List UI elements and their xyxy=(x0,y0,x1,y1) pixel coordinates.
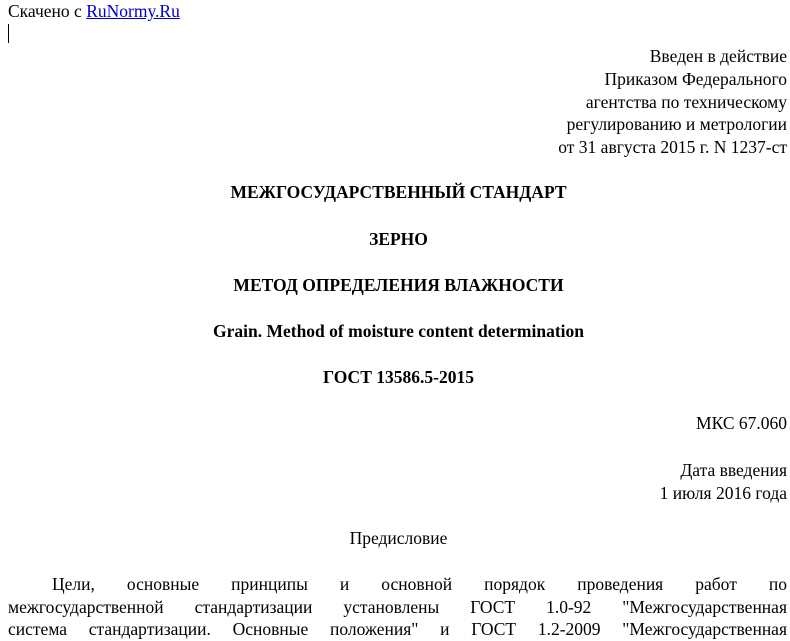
paragraph-line: межгосударственной стандартизации установлены ГОСТ 1.0-92 "Межгосударственная xyxy=(8,596,787,617)
enactment-line: агентства по техническому xyxy=(585,91,787,112)
standard-type-heading: МЕЖГОСУДАРСТВЕННЫЙ СТАНДАРТ xyxy=(230,182,567,202)
preface-paragraph xyxy=(8,573,787,641)
text-cursor xyxy=(8,24,9,43)
enactment-line: Приказом Федерального xyxy=(604,68,787,89)
mks-code: МКС 67.060 xyxy=(696,413,787,433)
preface-heading: Предисловие xyxy=(349,528,448,548)
enactment-line: Введен в действие xyxy=(649,46,787,66)
source-link[interactable]: RuNormy.Ru xyxy=(86,1,180,21)
introduction-date-label: Дата введения xyxy=(680,460,787,480)
gost-number-heading: ГОСТ 13586.5-2015 xyxy=(323,367,474,387)
paragraph-line: Цели, основные принципы и основной порядок проведения работ по xyxy=(52,574,787,594)
subject-heading: ЗЕРНО xyxy=(369,229,428,249)
paragraph-line: система стандартизации. Основные положения" и ГОСТ 1.2-2009 "Межгосударственная xyxy=(8,619,787,639)
enactment-line: регулированию и метрологии xyxy=(566,114,787,135)
method-title-heading: МЕТОД ОПРЕДЕЛЕНИЯ ВЛАЖНОСТИ xyxy=(233,275,564,295)
source-prefix: Скачено с xyxy=(8,1,87,21)
enactment-note xyxy=(558,45,787,159)
source-line xyxy=(8,1,180,21)
introduction-date-value: 1 июля 2016 года xyxy=(659,483,787,503)
enactment-line: от 31 августа 2015 г. N 1237-ст xyxy=(558,137,787,158)
introduction-date xyxy=(660,459,787,505)
english-title-heading: Grain. Method of moisture content determination xyxy=(212,321,585,341)
